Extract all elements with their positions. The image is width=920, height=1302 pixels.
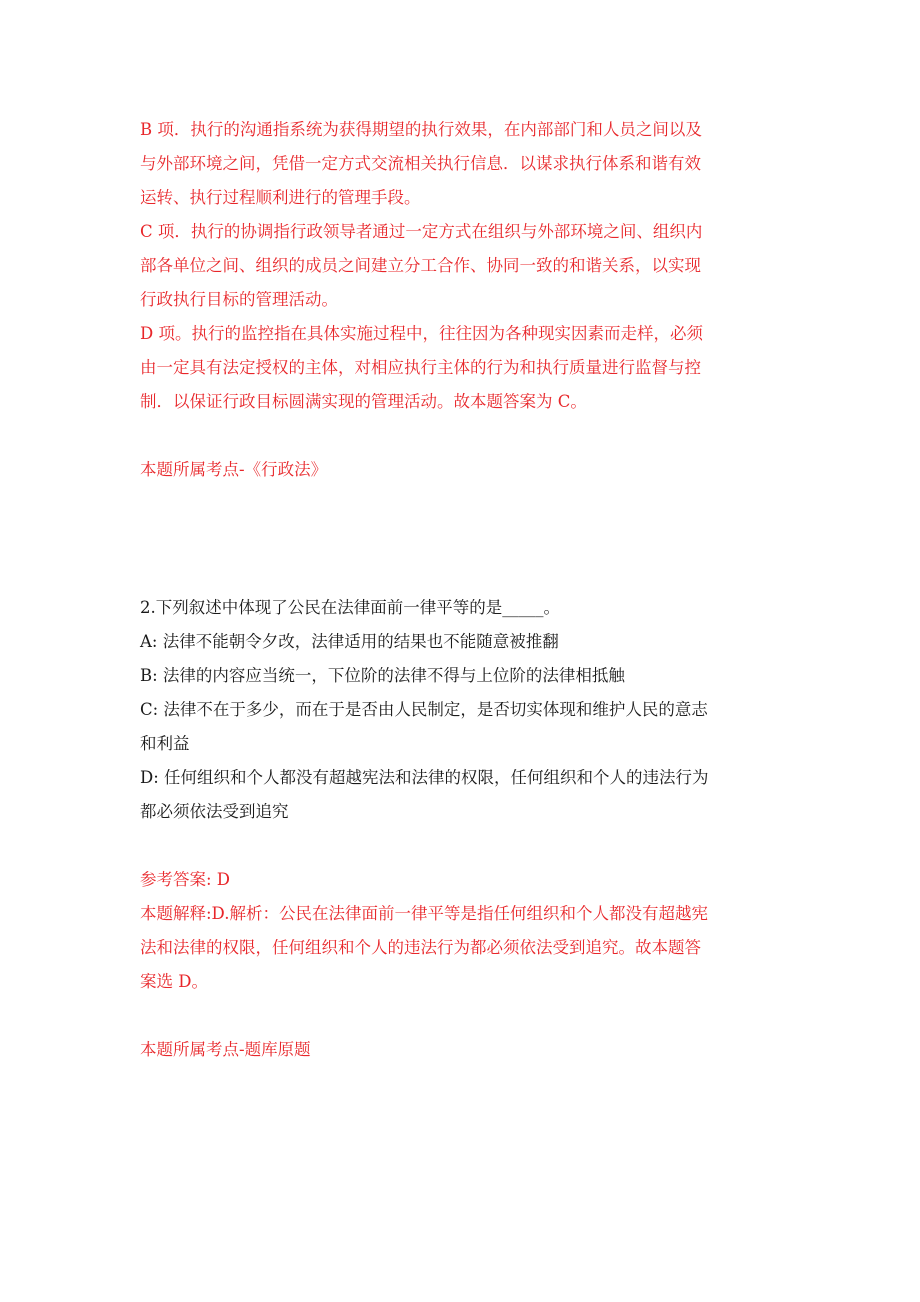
explanation-line: 与外部环境之间，凭借一定方式交流相关执行信息．以谋求执行体系和谐有效 [140,154,701,173]
explanation-line: 制．以保证行政目标圆满实现的管理活动。故本题答案为 C。 [140,392,587,411]
question-stem: 2.下列叙述中体现了公民在法律面前一律平等的是_____。 [140,598,560,617]
option-c-continued: 和利益 [140,734,190,753]
option-b: B: 法律的内容应当统一，下位阶的法律不得与上位阶的法律相抵触 [140,666,625,685]
explanation-line: 部各单位之间、组织的成员之间建立分工合作、协同一致的和谐关系，以实现 [140,256,701,275]
topic-label: 本题所属考点-《行政法》 [140,460,328,479]
option-c: C: 法律不在于多少，而在于是否由人民制定，是否切实体现和维护人民的意志 [140,700,708,719]
option-d: D: 任何组织和个人都没有超越宪法和法律的权限，任何组织和个人的违法行为 [140,768,709,787]
explanation-line: 由一定具有法定授权的主体，对相应执行主体的行为和执行质量进行监督与控 [140,358,701,377]
explanation-line: 案选 D。 [140,972,208,991]
previous-explanation [140,113,780,419]
explanation-line: C 项．执行的协调指行政领导者通过一定方式在组织与外部环境之间、组织内 [140,222,703,241]
explanation-line: 运转、执行过程顺利进行的管理手段。 [140,188,421,207]
reference-answer: 参考答案: D [140,870,231,889]
explanation-line: 法和法律的权限，任何组织和个人的违法行为都必须依法受到追究。故本题答 [140,938,701,957]
explanation-line: D 项。执行的监控指在具体实施过程中，往往因为各种现实因素而走样，必须 [140,324,703,343]
explanation-line: 本题解释:D.解析：公民在法律面前一律平等是指任何组织和个人都没有超越宪 [140,904,708,923]
explanation-line: 行政执行目标的管理活动。 [140,290,338,309]
document-page [140,113,780,1067]
explanation-line: B 项．执行的沟通指系统为获得期望的执行效果，在内部部门和人员之间以及 [140,120,702,139]
answer-block [140,863,780,999]
question-block [140,591,780,829]
option-d-continued: 都必须依法受到追究 [140,802,289,821]
option-a: A: 法律不能朝令夕改，法律适用的结果也不能随意被推翻 [140,632,559,651]
topic-label: 本题所属考点-题库原题 [140,1040,311,1059]
